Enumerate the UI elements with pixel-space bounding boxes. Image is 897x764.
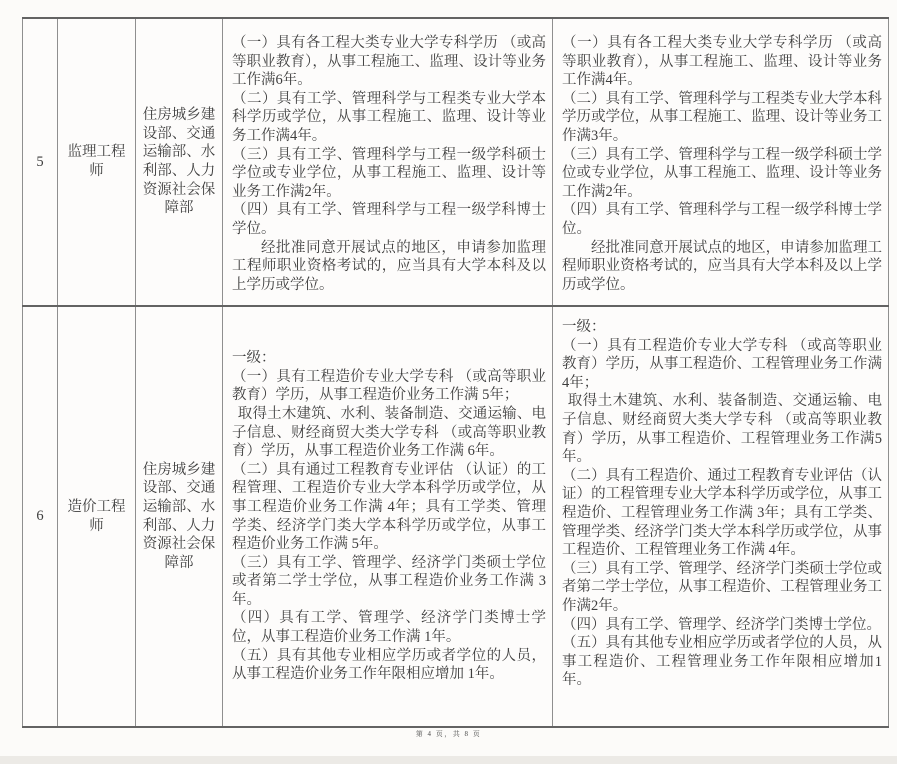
requirement-paragraph: （三）具有工学、管理学、经济学门类硕士学位或者第二学士学位，从事工程造价、工程管理业务工作满2年。 (562, 560, 882, 614)
table-row-cost-engineer (23, 306, 889, 727)
requirements-text-block (232, 34, 546, 294)
requirement-paragraph: （五）具有其他专业相应学历或者学位的人员，从事工程造价、工程管理业务工作年限相应增加1年。 (562, 635, 882, 689)
cell-row-number (23, 18, 58, 306)
row-number: 5 (36, 153, 44, 170)
requirement-paragraph: （四）具有工学、管理科学与工程一级学科博士学位。 (232, 202, 546, 237)
requirement-paragraph: （一）具有工程造价专业大学专科 （或高等职业教育）学历，从事工程造价、工程管理业务工作满4年； (562, 337, 882, 391)
cell-issuing-departments (136, 18, 223, 306)
cell-issuing-departments (136, 306, 223, 727)
cell-requirements-right (553, 18, 889, 306)
requirements-text-block (562, 318, 882, 690)
requirement-paragraph: （三）具有工学、管理科学与工程一级学科硕士学位或专业学位，从事工程施工、监理、设计等业务工作满2年。 (232, 146, 546, 200)
cell-requirements-left (223, 18, 553, 306)
requirement-paragraph: 一级： (562, 319, 606, 335)
profession-name: 造价工程师 (67, 498, 126, 534)
requirement-paragraph: （二）具有工程造价、通过工程教育专业评估（认证）的工程管理专业大学本科学历或学位，从事工程造价、工程管理业务工作满 3年；具有工学类、管理学类、经济学门类大学本科学历或学位，从事工程造价、工程管理业务工作满 4年。 (562, 467, 882, 559)
cell-row-number (23, 306, 58, 727)
requirement-paragraph: （五）具有其他专业相应学历或者学位的人员，从事工程造价业务工作年限相应增加 1年。 (232, 647, 546, 683)
requirement-paragraph: （三）具有工学、管理科学与工程一级学科硕士学位或专业学位，从事工程施工、监理、设计等业务工作满2年。 (562, 146, 882, 200)
requirements-text-block (562, 34, 882, 294)
requirements-text-block (232, 349, 546, 684)
requirement-paragraph: 一级： (232, 350, 276, 367)
cell-requirements-right (553, 306, 889, 727)
requirement-paragraph: （二）具有通过工程教育专业评估 （认证）的工程管理、工程造价专业大学本科学历或学位，从事工程造价业务工作满 4年；具有工学类、管理学类、经济学门类大学本科学历或学位，从事工程造价业务工作满 5年。 (232, 461, 546, 553)
requirement-paragraph: 经批准同意开展试点的地区，申请参加监理工程师职业资格考试的，应当具有大学本科及以上学历或学位。 (232, 239, 546, 293)
requirement-paragraph: （四）具有工学、管理学、经济学门类博士学位。 (562, 616, 881, 633)
table-row-supervision-engineer (23, 18, 889, 306)
issuing-departments: 住房城乡建设部、交通运输部、水利部、人力资源社会保障部 (142, 107, 216, 217)
requirement-paragraph: 取得土木建筑、水利、装备制造、交通运输、电子信息、财经商贸大类大学专科 （或高等职业教育）学历，从事工程造价业务工作满 6年。 (232, 405, 546, 460)
profession-name: 监理工程师 (67, 144, 126, 179)
requirement-paragraph: （一）具有各工程大类专业大学专科学历 （或高等职业教育），从事工程施工、监理、设计等业务工作满6年。 (232, 35, 546, 89)
requirement-paragraph: （三）具有工学、管理学、经济学门类硕士学位或者第二学士学位，从事工程造价业务工作满 3年。 (232, 554, 546, 608)
page-number-footer: 第 4 页，共 8 页 (415, 730, 482, 738)
cell-profession-name (58, 18, 136, 306)
requirement-paragraph: （一）具有工程造价专业大学专科 （或高等职业教育）学历，从事工程造价业务工作满 5年； (232, 368, 546, 404)
requirement-paragraph: 取得土木建筑、水利、装备制造、交通运输、电子信息、财经商贸大类大学专科 （或高等职业教育）学历，从事工程造价、工程管理业务工作满5年。 (562, 393, 882, 466)
requirement-paragraph: （四）具有工学、管理学、经济学门类博士学位，从事工程造价业务工作满 1年。 (232, 610, 546, 646)
qualification-requirements-table (22, 17, 889, 728)
cell-profession-name (58, 306, 136, 727)
row-number: 6 (36, 508, 44, 525)
issuing-departments: 住房城乡建设部、交通运输部、水利部、人力资源社会保障部 (142, 461, 216, 571)
requirement-paragraph: 经批准同意开展试点的地区，申请参加监理工程师职业资格考试的，应当具有大学本科及以上学历或学位。 (562, 239, 882, 293)
requirement-paragraph: （二）具有工学、管理科学与工程类专业大学本科学历或学位，从事工程施工、监理、设计等业务工作满3年。 (562, 90, 882, 144)
scan-bottom-edge (0, 756, 897, 764)
requirement-paragraph: （一）具有各工程大类专业大学专科学历 （或高等职业教育），从事工程施工、监理、设计等业务工作满4年。 (562, 35, 882, 89)
requirement-paragraph: （四）具有工学、管理科学与工程一级学科博士学位。 (562, 202, 882, 237)
cell-requirements-left (223, 306, 553, 727)
requirement-paragraph: （二）具有工学、管理科学与工程类专业大学本科学历或学位，从事工程施工、监理、设计等业务工作满4年。 (232, 90, 546, 144)
